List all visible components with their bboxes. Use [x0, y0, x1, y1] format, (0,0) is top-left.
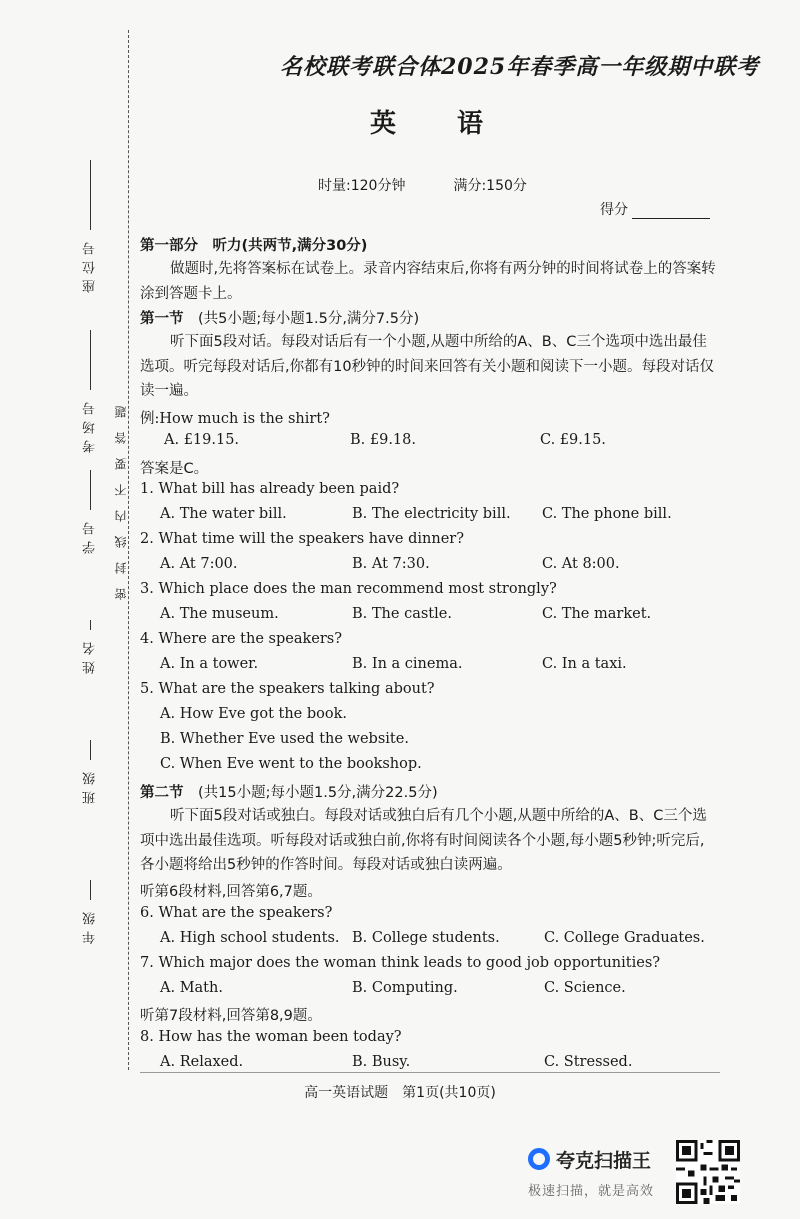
option-c: C. Science.: [544, 980, 626, 996]
option-b: B. In a cinema.: [352, 656, 463, 672]
section2-instruction: 听下面5段对话或独白。每段对话或独白后有几个小题,从题中所给的A、B、C三个选项中选出最佳选项。听每段对话或独白前,你将有时间阅读各个小题,每小题5秒钟;听完后,各小题将给出5秒钟的作答时间。每段对话或独白读两遍。: [140, 808, 707, 873]
option-b: B. £9.18.: [350, 432, 416, 448]
question-8: 8. How has the woman been today?: [140, 1029, 402, 1045]
option-b: B. The castle.: [352, 606, 452, 622]
scanner-brand: 夸克扫描王: [556, 1150, 652, 1172]
margin-field-grade: [70, 880, 110, 950]
section1-header: [140, 307, 419, 328]
question-5: 5. What are the speakers talking about?: [140, 681, 435, 697]
option-a: A. The museum.: [160, 606, 279, 622]
section2-title: 第二节: [140, 785, 184, 801]
question-7: 7. Which major does the woman think leads to good job opportunities?: [140, 955, 661, 971]
margin-label: 考场号: [82, 396, 98, 453]
score-blank[interactable]: [632, 218, 710, 219]
margin-label: 姓名: [82, 636, 98, 674]
margin-label: 班级: [82, 766, 98, 804]
section2-header: [140, 781, 438, 802]
option-b: B. The electricity bill.: [352, 506, 511, 522]
score-field: [600, 199, 710, 219]
option-b: B. College students.: [352, 930, 500, 946]
margin-field-student-id: [70, 470, 110, 560]
section2-info: (共15小题;每小题1.5分,满分22.5分): [198, 785, 438, 801]
page-footer: 高一英语试题 第1页(共10页): [304, 1085, 496, 1101]
margin-label: 年级: [82, 906, 98, 944]
option-c: C. Stressed.: [544, 1054, 633, 1070]
option-c: C. The market.: [542, 606, 652, 622]
scanner-slogan: 极速扫描，就是高效: [528, 1184, 655, 1199]
question-2: 2. What time will the speakers have dinner?: [140, 531, 465, 547]
option-b: B. Whether Eve used the website.: [160, 731, 409, 747]
scanner-logo-icon: [528, 1148, 550, 1170]
question-6: 6. What are the speakers?: [140, 905, 333, 921]
option-b: B. Busy.: [352, 1054, 411, 1070]
option-c: C. When Eve went to the bookshop.: [160, 756, 422, 772]
time-limit: 时量:120分钟: [318, 178, 406, 194]
margin-field-class: [70, 740, 110, 810]
question-4: 4. Where are the speakers?: [140, 631, 342, 647]
section1-instruction: 听下面5段对话。每段对话后有一个小题,从题中所给的A、B、C三个选项中选出最佳选项。听完每段对话后,你都有10秒钟的时间来回答有关小题和阅读下一小题。每段对话仅读一遍。: [140, 334, 715, 399]
part1-title: 第一部分 听力(共两节,满分30分): [140, 238, 368, 254]
option-a: A. How Eve got the book.: [160, 706, 347, 722]
option-a: A. Math.: [160, 980, 223, 996]
subject-title: 英 语: [370, 109, 510, 139]
example-question: 例:How much is the shirt?: [140, 411, 330, 427]
option-a: A. In a tower.: [160, 656, 259, 672]
option-b: B. Computing.: [352, 980, 458, 996]
option-c: C. £9.15.: [540, 432, 606, 448]
exam-info: [318, 175, 527, 195]
section1-title: 第一节: [140, 311, 184, 327]
option-a: A. £19.15.: [164, 432, 240, 448]
example-answer: 答案是C。: [140, 461, 209, 477]
qr-code-icon: [676, 1140, 740, 1204]
margin-field-room: [70, 330, 110, 459]
option-c: C. The phone bill.: [542, 506, 672, 522]
section1-info: (共5小题;每小题1.5分,满分7.5分): [198, 311, 420, 327]
school-title: 名校联考联合体2025年春季高一年级期中联考: [280, 54, 760, 80]
option-a: A. At 7:00.: [160, 556, 238, 572]
material-7: 听第7段材料,回答第8,9题。: [140, 1008, 322, 1024]
margin-field-seat: [70, 160, 110, 299]
footer-rule: [140, 1072, 720, 1073]
margin-field-name: [70, 620, 110, 680]
option-c: C. At 8:00.: [542, 556, 620, 572]
option-c: C. College Graduates.: [544, 930, 705, 946]
part1-instruction: 做题时,先将答案标在试卷上。录音内容结束后,你将有两分钟的时间将试卷上的答案转涂到答题卡上。: [140, 261, 716, 302]
full-score: 满分:150分: [453, 178, 527, 194]
margin-label: 学号: [82, 516, 98, 554]
margin-label: 座位号: [82, 236, 98, 293]
option-b: B. At 7:30.: [352, 556, 430, 572]
question-3: 3. Which place does the man recommend most strongly?: [140, 581, 557, 597]
score-label: 得分: [600, 202, 628, 218]
option-a: A. Relaxed.: [160, 1054, 244, 1070]
option-a: A. High school students.: [160, 930, 340, 946]
option-c: C. In a taxi.: [542, 656, 627, 672]
question-1: 1. What bill has already been paid?: [140, 481, 400, 497]
option-a: A. The water bill.: [160, 506, 287, 522]
material-6: 听第6段材料,回答第6,7题。: [140, 884, 322, 900]
seal-text: 密封线内不要答题: [114, 392, 128, 600]
